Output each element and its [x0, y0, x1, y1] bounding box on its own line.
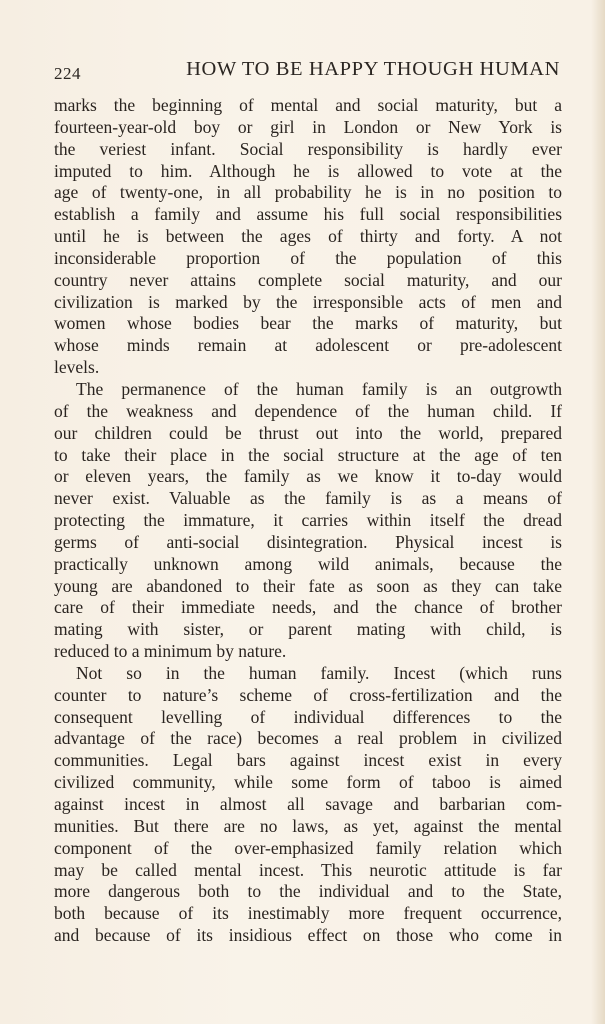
text-line: country never attains complete social maturity, and our	[54, 269, 562, 290]
text-line: more dangerous both to the individual and to the State,	[54, 881, 562, 902]
paragraph-start-line: The permanence of the human family is an outgrowth	[76, 378, 562, 399]
text-line: may be called mental incest. This neurotic attitude is far	[54, 859, 562, 880]
text-line: against incest in almost all savage and barbarian com-	[54, 794, 562, 814]
text-line: communities. Legal bars against incest exist in every	[54, 750, 562, 771]
text-line: inconsiderable proportion of the population of this	[54, 247, 562, 268]
text-line: counter to nature’s scheme of cross-fertilization and the	[54, 684, 562, 705]
page-edge-shadow	[591, 0, 605, 1024]
text-line: whose minds remain at adolescent or pre-adolescent	[54, 335, 562, 356]
text-line: women whose bodies bear the marks of maturity, but	[54, 313, 562, 334]
text-line: and because of its insidious effect on those who come in	[54, 925, 562, 946]
text-line: establish a family and assume his full social responsibilities	[54, 204, 562, 225]
text-line: our children could be thrust out into the world, prepared	[54, 422, 562, 443]
paragraph-start-line: Not so in the human family. Incest (which runs	[76, 662, 562, 683]
text-line: reduced to a minimum by nature.	[54, 641, 287, 662]
text-line: until he is between the ages of thirty and forty. A not	[54, 226, 562, 247]
text-line: never exist. Valuable as the family is as a means of	[54, 488, 562, 509]
text-line: levels.	[54, 357, 100, 378]
body-text	[54, 95, 562, 947]
text-line: marks the beginning of mental and social maturity, but a	[54, 95, 562, 115]
text-line: protecting the immature, it carries within itself the dread	[54, 510, 562, 531]
text-line: civilization is marked by the irresponsible acts of men and	[54, 291, 562, 312]
page-header	[54, 58, 560, 88]
text-line: imputed to him. Although he is allowed to vote at the	[54, 160, 562, 181]
text-line: mating with sister, or parent mating with child, is	[54, 619, 562, 640]
text-line: germs of anti-social disintegration. Physical incest is	[54, 531, 562, 552]
text-line: young are abandoned to their fate as soon as they can take	[54, 575, 562, 596]
text-line: or eleven years, the family as we know it to-day would	[54, 466, 562, 487]
text-line: age of twenty-one, in all probability he is in no position to	[54, 182, 562, 203]
page-number: 224	[54, 64, 81, 83]
text-line: care of their immediate needs, and the chance of brother	[54, 597, 562, 618]
text-line: of the weakness and dependence of the human child. If	[54, 400, 562, 421]
text-line: practically unknown among wild animals, because the	[54, 553, 562, 574]
text-line: both because of its inestimably more frequent occurrence,	[54, 903, 562, 924]
running-head: HOW TO BE HAPPY THOUGH HUMAN	[186, 58, 560, 80]
text-line: munities. But there are no laws, as yet, against the mental	[54, 815, 562, 836]
text-line: component of the over-emphasized family relation which	[54, 837, 562, 858]
text-line: civilized community, while some form of taboo is aimed	[54, 772, 562, 793]
text-line: fourteen-year-old boy or girl in London or New York is	[54, 116, 562, 137]
text-line: consequent levelling of individual differences to the	[54, 706, 562, 727]
text-line: the veriest infant. Social responsibility is hardly ever	[54, 138, 562, 159]
text-line: advantage of the race) becomes a real problem in civilized	[54, 728, 562, 749]
text-line: to take their place in the social structure at the age of ten	[54, 444, 562, 465]
